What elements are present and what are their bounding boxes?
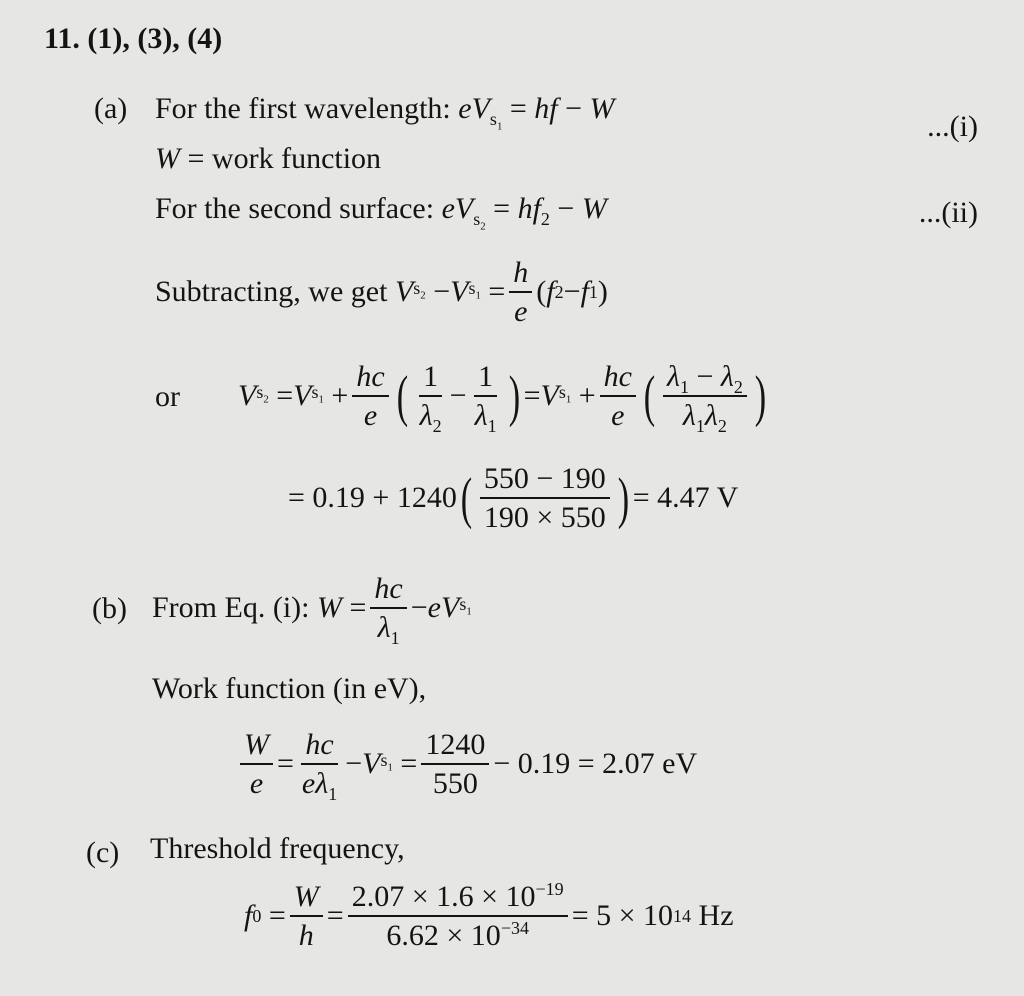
work-function-evaluation: $\frac{W}{e}$ = $\frac{hc}{e\lambda_1}$ − V $s_1$ = $\frac{1240}{550}$ − 0.19 = 2.07 eV (236, 728, 697, 800)
part-a-line3-text: For the second surface: (155, 192, 435, 225)
part-a-label: (a) (94, 92, 128, 125)
tf-denominator-exp: −34 (500, 918, 529, 938)
part-b-line1: From Eq. (i): W = $\frac{hc}{\lambda_1}$ − eV $s_1$ (152, 572, 472, 648)
wf-denominator: 550 (432, 767, 478, 800)
part-b-label: (b) (92, 592, 127, 625)
tf-unit: Hz (698, 899, 734, 932)
equation-ii: $eV_{s_2} = hf_2 - W$ (441, 192, 607, 233)
part-a-line4-text: Subtracting, we get (155, 275, 388, 308)
part-c-label: (c) (86, 836, 120, 869)
numeric-denominator: 190 × 550 (483, 501, 606, 534)
part-a-line1 (155, 92, 615, 133)
part-a-line1-text: For the first wavelength: (155, 92, 451, 125)
tf-denominator: 6.62 × 10 (386, 919, 501, 952)
tf-numerator-exp: −19 (535, 879, 564, 899)
equation-i: $eV_{s_1}$ = hf − W (458, 92, 615, 133)
wf-numerator: 1240 (421, 728, 489, 765)
numeric-prefix: = 0.19 + 1240 (288, 481, 457, 514)
part-a-line4 (155, 256, 608, 328)
tf-result: = 5 × 10 (571, 899, 674, 932)
part-b-line1-text: From Eq. (i): (152, 591, 310, 624)
or-label: or (155, 380, 180, 413)
equation-tag-ii: ...(ii) (918, 196, 978, 229)
vs2-expression: V $s_2$ = V $s_1$ + $\frac{hc}{e}$ ( $\frac{1}{\lambda_2}$ − $\frac{1}{\lambda_1}$ ) = V $s_1$ + $\frac{hc}{e}$ ( $\frac{\lambda_1 - \lambda_2}{\lambda_1\lambda_2}$ ) (238, 360, 767, 436)
numeric-evaluation: = 0.19 + 1240 ( $\frac{550 - 190}{190 \times 550}$ ) = 4.47 V (288, 462, 739, 534)
subtraction-equation: V $s_2$ − V $s_1$ = $\frac{h}{e}$ ( f 2 − f 1 ) (394, 256, 608, 328)
threshold-frequency-evaluation: f 0 = $\frac{W}{h}$ = $\frac{2.07 \times 1.6 \times 10^{-19}}{6.62 \times 10^{-34}}$ = 5 × 10 14 Hz (244, 879, 734, 952)
wf-result: − 0.19 = 2.07 eV (493, 747, 698, 780)
numeric-result: = 4.47 V (632, 481, 739, 514)
numeric-numerator: 550 − 190 (480, 462, 610, 499)
equation-tag-i: ...(i) (927, 110, 978, 143)
part-a-line2: W = work function (155, 142, 382, 175)
part-b-line2: Work function (in eV), (152, 672, 427, 705)
tf-numerator: 2.07 × 1.6 × 10 (351, 880, 536, 913)
part-a-line3 (155, 192, 607, 233)
part-c-line1: Threshold frequency, (150, 832, 405, 865)
work-function-def: = work function (187, 142, 382, 175)
problem-header: 11. (1), (3), (4) (44, 22, 223, 55)
